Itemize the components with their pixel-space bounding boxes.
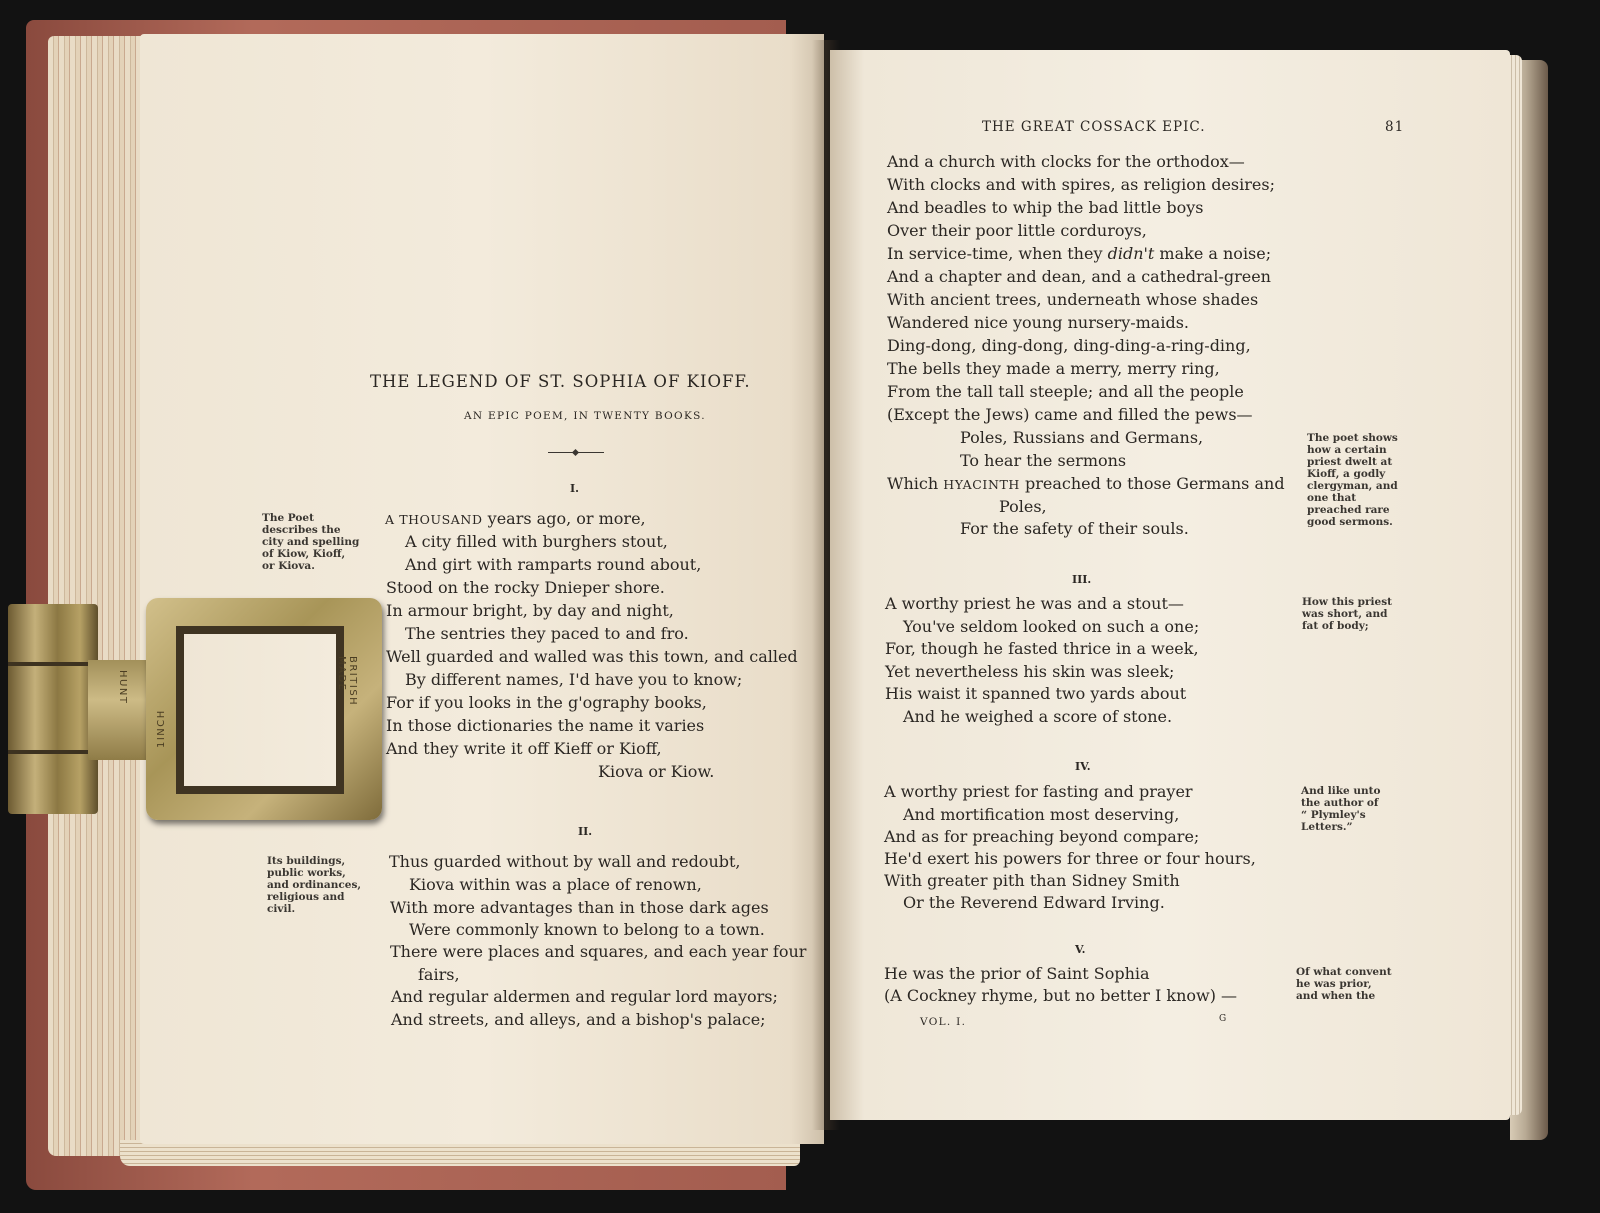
small-caps-name: HYACINTH	[943, 477, 1020, 492]
hinge-knuckle	[8, 662, 98, 666]
side-note-line: clergyman, and	[1307, 480, 1398, 492]
verse-line: For the safety of their souls.	[960, 519, 1189, 538]
verse-line: With ancient trees, underneath whose shades	[887, 290, 1259, 309]
section-2-numeral: II.	[578, 825, 593, 838]
side-note-line: preached rare	[1307, 504, 1390, 516]
verse-line: Yet nevertheless his skin was sleek;	[885, 662, 1175, 681]
side-note-line: How this priest	[1302, 596, 1392, 608]
verse-line: And he weighed a score of stone.	[903, 707, 1173, 726]
side-note-line: the author of	[1301, 797, 1379, 809]
verse-line: You've seldom looked on such a one;	[903, 617, 1200, 636]
verse-line: From the tall tall steeple; and all the people	[887, 382, 1244, 401]
verse-line: In armour bright, by day and night,	[386, 601, 674, 620]
verse-line: (A Cockney rhyme, but no better I know) —	[884, 986, 1238, 1005]
verse-line-text: years ago, or more,	[487, 509, 646, 528]
brass-clip-frame	[146, 598, 382, 820]
page-edges-left	[48, 36, 148, 1156]
footer-volume: VOL. I.	[920, 1016, 967, 1028]
brass-clip-hinge	[8, 604, 98, 814]
verse-line: fairs,	[418, 965, 460, 984]
verse-line: Thus guarded without by wall and redoubt,	[389, 852, 741, 871]
verse-line	[887, 243, 1271, 265]
side-note-line: Its buildings,	[267, 855, 346, 867]
verse-line: A worthy priest for fasting and prayer	[884, 782, 1193, 801]
small-caps-opening: A THOUSAND	[385, 512, 483, 527]
verse-line: And as for preaching beyond compare;	[884, 827, 1200, 846]
verse-line: A worthy priest he was and a stout—	[885, 594, 1184, 613]
verse-line: Ding-dong, ding-dong, ding-ding-a-ring-ding,	[887, 336, 1251, 355]
side-note-line: or Kiova.	[262, 560, 315, 572]
side-note-line: religious and	[267, 891, 345, 903]
brass-clip-window	[176, 626, 344, 794]
side-note-line: how a certain	[1307, 444, 1387, 456]
verse-line: His waist it spanned two yards about	[885, 684, 1187, 703]
side-note-line: Letters.”	[1301, 821, 1353, 833]
side-note-line: of Kiow, Kioff,	[262, 548, 346, 560]
verse-line: And regular aldermen and regular lord mayors;	[391, 987, 778, 1006]
verse-line: Wandered nice young nursery-maids.	[887, 313, 1189, 332]
verse-line: A city filled with burghers stout,	[405, 532, 668, 551]
side-note-line: Of what convent	[1296, 966, 1392, 978]
verse-line: There were places and squares, and each year four	[390, 942, 807, 961]
verse-line-tail: preached to those Germans and	[1025, 474, 1285, 493]
verse-line: To hear the sermons	[960, 451, 1127, 470]
side-note-line: fat of body;	[1302, 620, 1369, 632]
verse-line-tail: make a noise;	[1154, 244, 1272, 263]
verse-line: And a chapter and dean, and a cathedral-green	[887, 267, 1271, 286]
side-note-line: civil.	[267, 903, 296, 915]
verse-line: In those dictionaries the name it varies	[386, 716, 705, 735]
side-note-line: city and spelling	[262, 536, 360, 548]
verse-line: And mortification most deserving,	[903, 805, 1180, 824]
side-note-line: And like unto	[1301, 785, 1381, 797]
clip-mark-inch: 1INCH	[156, 709, 167, 748]
verse-line-text: In service-time, when they	[887, 244, 1103, 263]
verse-line	[887, 473, 1285, 496]
section-3-numeral: III.	[1072, 573, 1092, 586]
verse-line: With more advantages than in those dark ages	[390, 898, 769, 917]
verse-line: And beadles to whip the bad little boys	[887, 198, 1204, 217]
footer-signature: G	[1219, 1014, 1228, 1024]
verse-line: Kiova within was a place of renown,	[409, 875, 702, 894]
verse-line: He'd exert his powers for three or four hours,	[884, 849, 1256, 868]
verse-line: For if you looks in the g'ography books,	[386, 693, 707, 712]
verse-line: (Except the Jews) came and filled the pews—	[887, 405, 1253, 424]
verse-line: Were commonly known to belong to a town.	[409, 920, 765, 939]
verse-line: Poles,	[999, 497, 1047, 516]
running-head: THE GREAT COSSACK EPIC.	[982, 119, 1206, 135]
verse-line: The bells they made a merry, merry ring,	[887, 359, 1220, 378]
section-4-numeral: IV.	[1075, 760, 1091, 773]
verse-line: Kiova or Kiow.	[598, 762, 715, 781]
verse-line	[385, 508, 646, 531]
section-5-numeral: V.	[1075, 943, 1086, 956]
side-note-line: and ordinances,	[267, 879, 362, 891]
page-number: 81	[1385, 119, 1405, 135]
verse-line: For, though he fasted thrice in a week,	[885, 639, 1199, 658]
italic-word: didn't	[1107, 244, 1155, 263]
verse-line: And a church with clocks for the orthodox—	[887, 152, 1245, 171]
verse-line: With greater pith than Sidney Smith	[884, 871, 1180, 890]
side-note-line: priest dwelt at	[1307, 456, 1393, 468]
verse-line: And streets, and alleys, and a bishop's palace;	[391, 1010, 766, 1029]
side-note-line: good sermons.	[1307, 516, 1393, 528]
verse-line: With clocks and with spires, as religion desires;	[887, 175, 1275, 194]
verse-line: And girt with ramparts round about,	[405, 555, 702, 574]
verse-line: Well guarded and walled was this town, and called	[386, 647, 798, 666]
verse-line-text: Which	[887, 474, 939, 493]
clip-mark-british-made: BRITISH MADE	[336, 656, 358, 707]
verse-line: Stood on the rocky Dnieper shore.	[386, 578, 665, 597]
poem-subtitle: AN EPIC POEM, IN TWENTY BOOKS.	[464, 410, 706, 422]
side-note-line: was short, and	[1302, 608, 1388, 620]
side-note-line: he was prior,	[1296, 978, 1372, 990]
side-note-line: and when the	[1296, 990, 1376, 1002]
verse-line: He was the prior of Saint Sophia	[884, 964, 1150, 983]
verse-line: The sentries they paced to and fro.	[405, 624, 689, 643]
verse-line: And they write it off Kieff or Kioff,	[386, 739, 662, 758]
side-note-line: The poet shows	[1307, 432, 1398, 444]
side-note-line: describes the	[262, 524, 341, 536]
hinge-knuckle	[8, 750, 98, 754]
side-note-line: Kioff, a godly	[1307, 468, 1386, 480]
side-note-line: “ Plymley's	[1301, 809, 1366, 821]
poem-title: THE LEGEND OF ST. SOPHIA OF KIOFF.	[370, 372, 751, 391]
verse-line: Poles, Russians and Germans,	[960, 428, 1204, 447]
side-note-line: public works,	[267, 867, 346, 879]
side-note-line: The Poet	[262, 512, 314, 524]
side-note-line: one that	[1307, 492, 1357, 504]
verse-line: Or the Reverend Edward Irving.	[903, 893, 1165, 912]
verse-line: By different names, I'd have you to know;	[405, 670, 743, 689]
clip-mark-hunt: HUNT	[117, 670, 128, 705]
section-1-numeral: I.	[570, 482, 579, 495]
verse-line: Over their poor little corduroys,	[887, 221, 1147, 240]
